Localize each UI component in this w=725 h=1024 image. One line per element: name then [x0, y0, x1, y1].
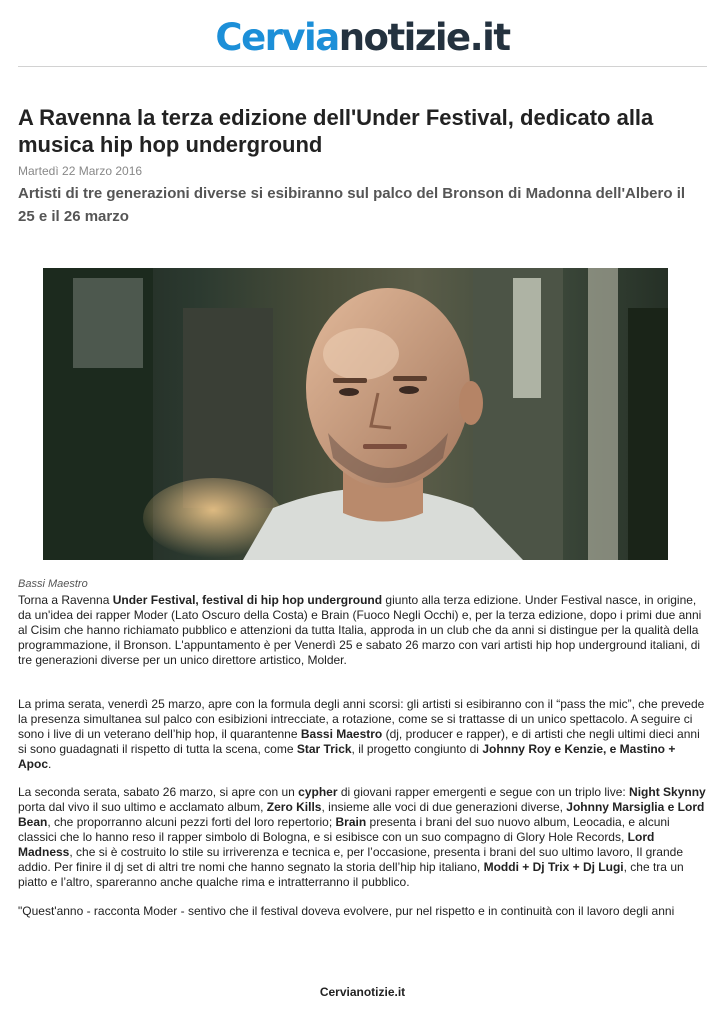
article-date: Martedì 22 Marzo 2016 [18, 164, 143, 178]
text-span: Torna a Ravenna [18, 593, 113, 607]
article-subtitle: Artisti di tre generazioni diverse si esibiranno sul palco del Bronson di Madonna dell'Albero il 25 e il 26 marzo [18, 185, 686, 225]
bold-text: Brain [335, 815, 367, 829]
bold-text: Star Trick [296, 742, 352, 756]
text-span: , che si è costruito lo stile su irriverenza e tecnica e, per l’occasione, presenta i brani del suo ultimo lavoro, Il grande addio. Per finire il dj set di altri tre nomi che hanno segnato la storia dell’hip hip italiano, [18, 845, 683, 874]
photo-illustration [43, 268, 668, 560]
text-span: La prima serata, venerdì 25 marzo, apre con la formula degli anni scorsi: gli artisti si esibiranno con il “pass the mic”, che prevede la presenza simultanea sul palco con esibizioni intrecciate, a rotazione, come se si trattasse di un unico spettacolo. A seguire ci sono i live di un veterano dell’hip hop, il quarantenne [18, 697, 705, 741]
text-span: La seconda serata, sabato 26 marzo, si apre con un [18, 785, 299, 799]
article-title: A Ravenna la terza edizione dell'Under Festival, dedicato alla musica hip hop underground [18, 105, 654, 157]
bold-text: Lord Madness [18, 830, 655, 859]
bold-text: Johnny Marsiglia e Lord Bean [18, 800, 705, 829]
text-span: (dj, producer e rapper), e di artisti che negli ultimi dieci anni si sono guadagnati il rispetto di tutta la scena, come [18, 727, 700, 756]
text-span: . [48, 757, 52, 771]
bold-text: Bassi Maestro [300, 727, 383, 741]
text-span: porta dal vivo il suo ultimo e acclamato album, [18, 800, 267, 814]
logo-part-notizie: notizie.it [338, 16, 510, 59]
text-span: , che tra un piatto e l’altro, spareranno anche qualche rima e intratterranno il pubblico. [18, 860, 684, 889]
text-span: , il progetto congiunto di [351, 742, 483, 756]
image-caption: Bassi Maestro [18, 578, 88, 590]
bold-text: cypher [298, 785, 338, 799]
article-paragraph-2 [18, 697, 708, 772]
bold-text: Zero Kills [266, 800, 322, 814]
header-divider [18, 66, 707, 67]
bold-text: Night Skynny [629, 785, 706, 799]
article-photo [43, 268, 668, 560]
text-span: , che proporranno alcuni pezzi forti del loro repertorio; [47, 815, 336, 829]
text-span: presenta i brani del suo nuovo album, Leocadia, e alcuni classici che lo hanno reso il rapper simbolo di Bologna, e si esibisce con un suo compagno di Glory Hole Records, [18, 815, 670, 844]
article-paragraph-4: "Quest'anno - racconta Moder - sentivo che il festival doveva evolvere, pur nel rispetto e in continuità con il lavoro degli anni [18, 904, 675, 918]
site-logo[interactable] [0, 16, 725, 60]
logo-part-cervia: Cervia [215, 16, 339, 59]
text-span: , insieme alle voci di due generazioni diverse, [321, 800, 567, 814]
bold-text: Johnny Roy e Kenzie, e Mastino + Apoc [18, 742, 676, 771]
text-span: giunto alla terza edizione. Under Festival nasce, in origine, da un'idea dei rapper Moder (Lato Oscuro della Costa) e Brain (Fuoco Negli Occhi) e, per la terza edizione, dopo i primi due anni al Cisim che hanno richiamato pubblico e attenzioni da tutta Italia, approda in un club che da anni si distingue per la qualità della programmazione, il Bronson. L'appuntamento è per Venerdì 25 e sabato 26 marzo con vari artisti hip hop underground italiani, di tre generazioni diverse per un unico direttore artistico, Molder. [18, 593, 702, 667]
bold-text: Moddi + Dj Trix + Dj Lugi [483, 860, 624, 874]
bold-text: Under Festival, festival di hip hop underground [112, 593, 383, 607]
article-paragraph-3 [18, 785, 708, 890]
text-span: di giovani rapper emergenti e segue con un triplo live: [337, 785, 630, 799]
footer-site-name[interactable]: Cervianotizie.it [319, 985, 406, 999]
article-paragraph-1 [18, 593, 708, 668]
